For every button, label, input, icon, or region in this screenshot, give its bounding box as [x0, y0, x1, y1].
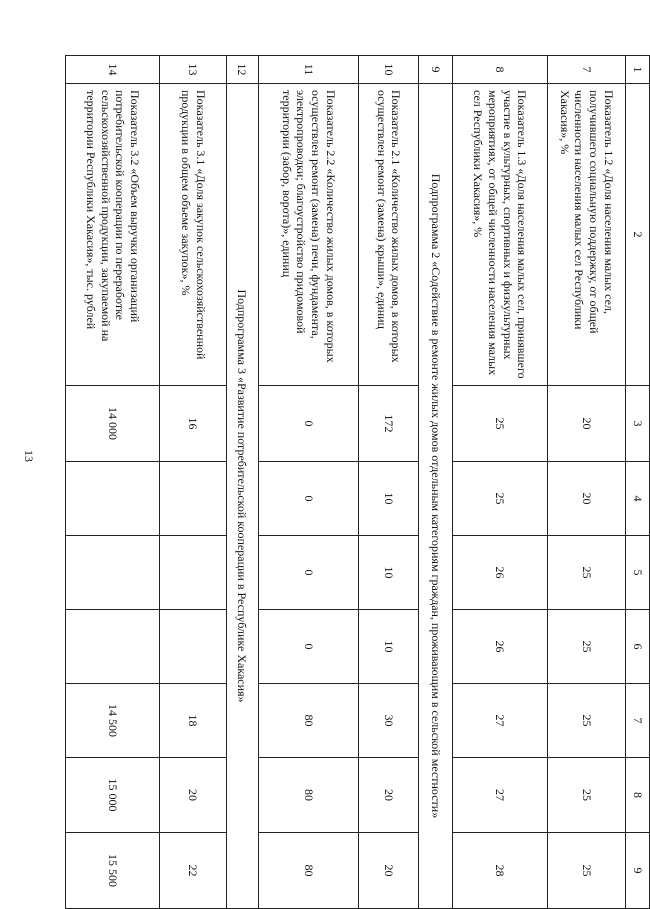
year-value: 20 [160, 758, 226, 833]
indicator-name: Показатель 1.2 «Доля населения малых сел, получившего социальную поддержку, от общей численности населения малых сел Республики Хакасия», % [547, 84, 625, 386]
subprogram-row [226, 56, 258, 909]
subprogram-title: Подпрограмма 3 «Развитие потребительской кооперации в Республике Хакасия» [226, 84, 258, 909]
row-number: 13 [160, 56, 226, 84]
year-value: 14 500 [66, 684, 160, 758]
column-header: 3 [625, 386, 649, 462]
year-value [66, 462, 160, 536]
column-header: 9 [625, 833, 649, 909]
table-row [160, 56, 226, 909]
year-value: 0 [258, 386, 358, 462]
column-header: 2 [625, 84, 649, 386]
year-value: 20 [359, 758, 419, 833]
indicator-name: Показатель 3.1 «Доля закупок сельскохозяйственной продукции в общем объеме закупок», % [160, 84, 226, 386]
page-number: 13 [22, 450, 36, 462]
year-value: 0 [258, 536, 358, 610]
year-value: 20 [547, 462, 625, 536]
table-row [453, 56, 547, 909]
year-value: 10 [359, 610, 419, 684]
year-value: 20 [359, 833, 419, 909]
year-value: 25 [547, 610, 625, 684]
year-value: 80 [258, 833, 358, 909]
header-row [625, 56, 649, 909]
year-value: 28 [453, 833, 547, 909]
row-number: 9 [419, 56, 453, 84]
year-value: 16 [160, 386, 226, 462]
year-value: 14 000 [66, 386, 160, 462]
year-value: 25 [547, 758, 625, 833]
year-value: 15 500 [66, 833, 160, 909]
year-value [66, 536, 160, 610]
year-value: 0 [258, 610, 358, 684]
table-container [65, 55, 650, 908]
row-number: 12 [226, 56, 258, 84]
year-value: 22 [160, 833, 226, 909]
table-row [66, 56, 160, 909]
year-value: 15 000 [66, 758, 160, 833]
year-value: 25 [453, 462, 547, 536]
row-number: 14 [66, 56, 160, 84]
table-row [258, 56, 358, 909]
year-value: 80 [258, 684, 358, 758]
row-number: 11 [258, 56, 358, 84]
column-header: 8 [625, 758, 649, 833]
year-value: 172 [359, 386, 419, 462]
year-value: 10 [359, 536, 419, 610]
year-value: 27 [453, 758, 547, 833]
indicator-name: Показатель 2.2 «Количество жилых домов, в которых осуществлен ремонт (замена) печи, фундамента, электропроводки; благоустройство придомовой территории (забор, ворота)», единиц [258, 84, 358, 386]
year-value: 27 [453, 684, 547, 758]
subprogram-row [419, 56, 453, 909]
year-value: 25 [453, 386, 547, 462]
year-value: 26 [453, 536, 547, 610]
row-number: 8 [453, 56, 547, 84]
indicator-name: Показатель 2.1 «Количество жилых домов, в которых осуществлен ремонт (замена) крыши», единиц [359, 84, 419, 386]
subprogram-title: Подпрограмма 2 «Содействие в ремонте жилых домов отдельным категориям граждан, проживающим в сельской местности» [419, 84, 453, 909]
indicators-table [65, 55, 650, 909]
column-header: 1 [625, 56, 649, 84]
column-header: 7 [625, 684, 649, 758]
year-value: 20 [547, 386, 625, 462]
year-value [160, 462, 226, 536]
column-header: 4 [625, 462, 649, 536]
table-row [359, 56, 419, 909]
indicator-name: Показатель 1.3 «Доля населения малых сел, принявшего участие в культурных, спортивных и физкультурных мероприятиях, от общей численности населения малых сел Республики Хакасия», % [453, 84, 547, 386]
year-value: 25 [547, 536, 625, 610]
table-row [547, 56, 625, 909]
indicator-name: Показатель 3.2 «Объем выручки организаций потребительской кооперации по переработке сельскохозяйственной продукции, закупаемой на территории Республики Хакасия», тыс. рублей [66, 84, 160, 386]
year-value: 25 [547, 833, 625, 909]
year-value: 18 [160, 684, 226, 758]
year-value [160, 610, 226, 684]
row-number: 10 [359, 56, 419, 84]
year-value: 26 [453, 610, 547, 684]
year-value: 25 [547, 684, 625, 758]
year-value: 80 [258, 758, 358, 833]
year-value: 0 [258, 462, 358, 536]
year-value [160, 536, 226, 610]
row-number: 7 [547, 56, 625, 84]
year-value: 10 [359, 462, 419, 536]
column-header: 5 [625, 536, 649, 610]
column-header: 6 [625, 610, 649, 684]
year-value [66, 610, 160, 684]
year-value: 30 [359, 684, 419, 758]
